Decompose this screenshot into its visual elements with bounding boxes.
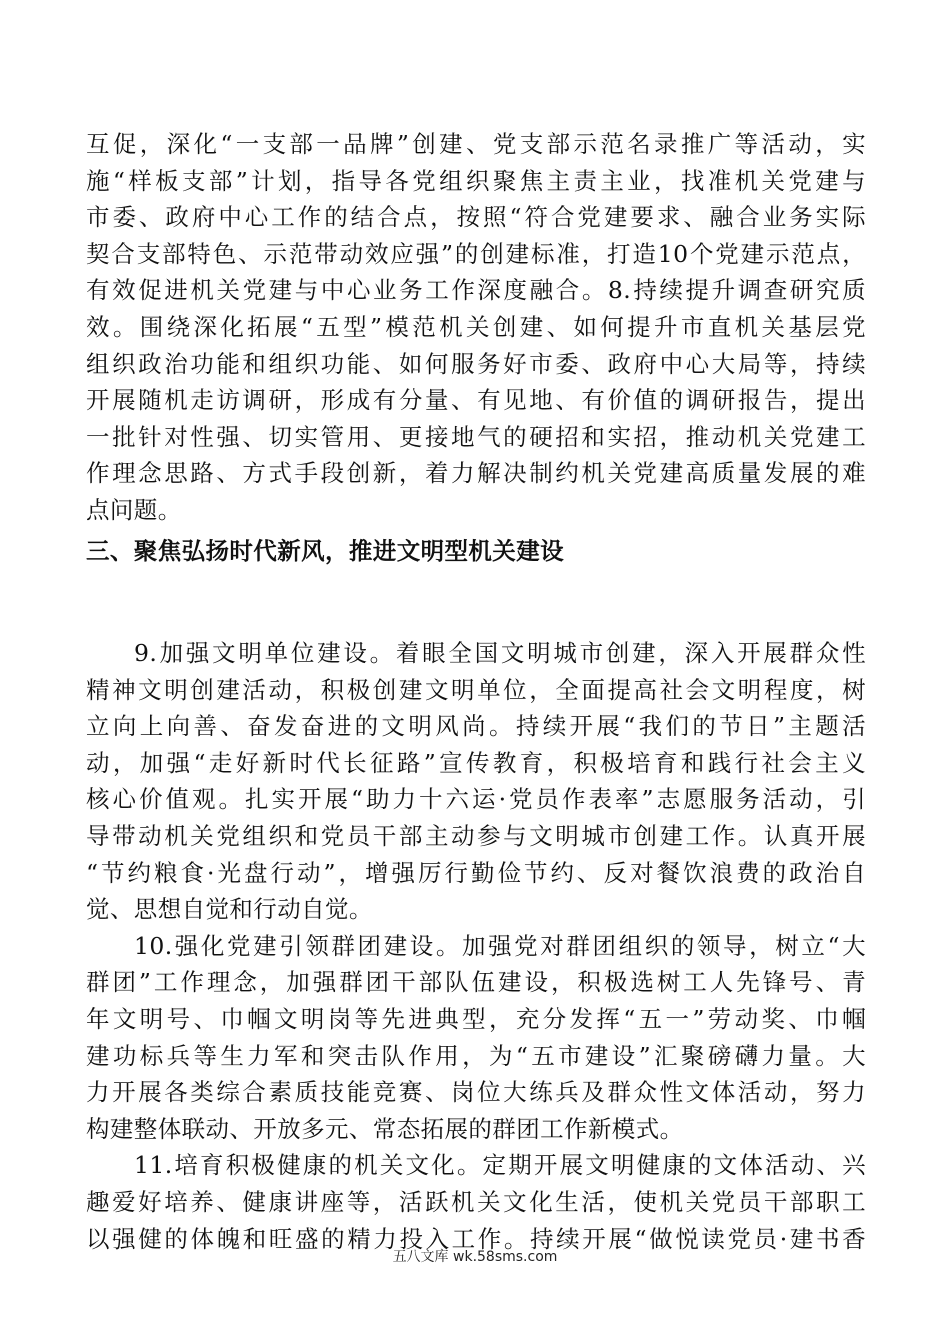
text-line: 趣爱好培养、健康讲座等，活跃机关文化生活，使机关党员干部职工 (86, 1187, 866, 1216)
text-line: 核心价值观。扎实开展“助力十六运·党员作表率”志愿服务活动，引 (86, 785, 866, 814)
text-line: 群团”工作理念，加强群团干部队伍建设，积极选树工人先锋号、青 (86, 968, 866, 997)
text-line: 导带动机关党组织和党员干部主动参与文明城市创建工作。认真开展 (86, 821, 866, 850)
text-line: 开展随机走访调研，形成有分量、有见地、有价值的调研报告，提出 (86, 386, 866, 415)
text-line: 互促，深化“一支部一品牌”创建、党支部示范名录推广等活动，实 (86, 130, 866, 158)
text-line: 9.加强文明单位建设。着眼全国文明城市创建，深入开展群众性 (134, 639, 866, 667)
section-heading: 三、聚焦弘扬时代新风，推进文明型机关建设 (86, 537, 564, 565)
text-line: 力开展各类综合素质技能竞赛、岗位大练兵及群众性文体活动，努力 (86, 1078, 866, 1107)
text-line: 施“样板支部”计划，指导各党组织聚焦主责主业，找准机关党建与 (86, 166, 866, 195)
text-line: “节约粮食·光盘行动”，增强厉行勤俭节约、反对餐饮浪费的政治自 (86, 858, 866, 887)
page-footer: 五八文库 wk.58sms.com (392, 1249, 558, 1265)
text-line: 组织政治功能和组织功能、如何服务好市委、政府中心大局等，持续 (86, 349, 866, 378)
text-line: 以强健的体魄和旺盛的精力投入工作。持续开展“做悦读党员·建书香 (86, 1224, 866, 1253)
text-line: 觉、思想自觉和行动自觉。 (86, 895, 373, 924)
text-line: 契合支部特色、示范带动效应强”的创建标准，打造10个党建示范点， (86, 239, 866, 268)
paragraph-9 (86, 635, 866, 1257)
text-line: 动，加强“走好新时代长征路”宣传教育，积极培育和践行社会主义 (86, 748, 866, 777)
text-line: 10.强化党建引领群团建设。加强党对群团组织的领导，树立“大 (134, 931, 866, 960)
text-line: 一批针对性强、切实管用、更接地气的硬招和实招，推动机关党建工 (86, 422, 866, 451)
text-line: 构建整体联动、开放多元、常态拓展的群团工作新模式。 (86, 1114, 684, 1143)
text-line: 立向上向善、奋发奋进的文明风尚。持续开展“我们的节日”主题活 (86, 712, 866, 741)
text-line: 点问题。 (86, 495, 182, 524)
text-line: 市委、政府中心工作的结合点，按照“符合党建要求、融合业务实际 (86, 203, 866, 232)
text-line: 效。围绕深化拓展“五型”模范机关创建、如何提升市直机关基层党 (86, 312, 866, 341)
paragraph-continued (86, 126, 866, 529)
text-line: 年文明号、巾帼文明岗等先进典型，充分发挥“五一”劳动奖、巾帼 (86, 1004, 866, 1033)
text-line: 建功标兵等生力军和突击队作用，为“五市建设”汇聚磅礴力量。大 (86, 1041, 866, 1070)
text-line: 作理念思路、方式手段创新，着力解决制约机关党建高质量发展的难 (86, 459, 866, 488)
text-line: 有效促进机关党建与中心业务工作深度融合。8.持续提升调查研究质 (86, 276, 866, 305)
text-line: 精神文明创建活动，积极创建文明单位，全面提高社会文明程度，树 (86, 675, 866, 704)
text-line: 11.培育积极健康的机关文化。定期开展文明健康的文体活动、兴 (134, 1151, 866, 1180)
